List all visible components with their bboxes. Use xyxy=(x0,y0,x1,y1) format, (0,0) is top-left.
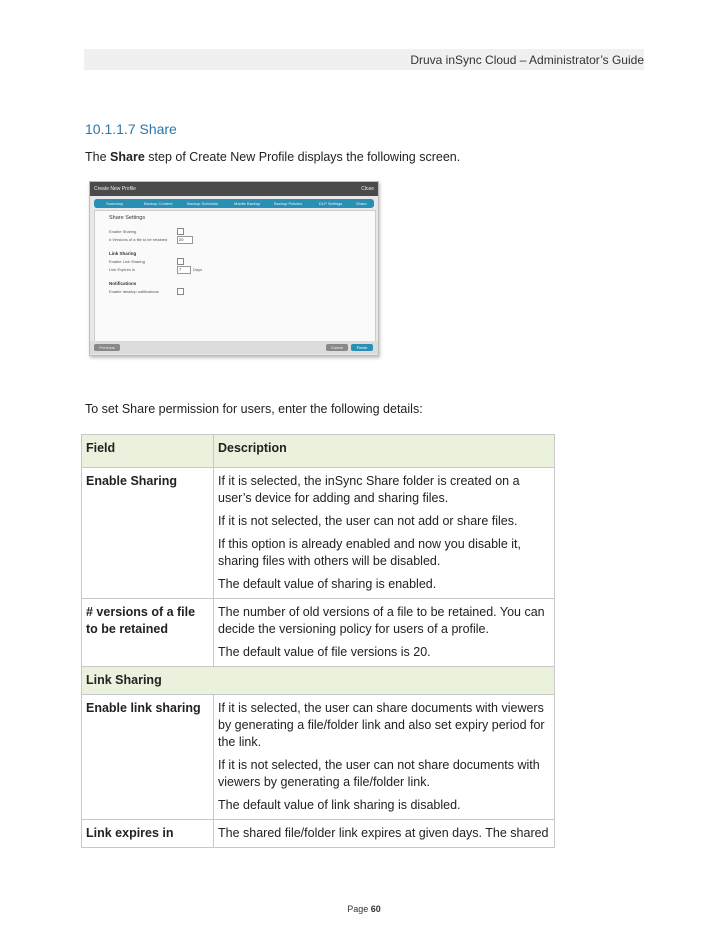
field-enable-link-sharing: Enable link sharing xyxy=(82,695,214,820)
link-sharing-heading: Link Sharing xyxy=(109,251,137,256)
cancel-button: Cancel xyxy=(326,344,348,351)
page-label: Page xyxy=(347,904,369,914)
screenshot-title: Create New Profile xyxy=(94,186,136,192)
desc-paragraph: The shared file/folder link expires at given days. The shared xyxy=(218,826,549,840)
screenshot-tabs xyxy=(94,199,374,208)
label-link-expires: Link Expires In xyxy=(109,267,136,272)
desc-paragraph: If it is selected, the user can share documents with viewers by generating a file/folder link and also set expiry period for the link. xyxy=(218,701,545,749)
desc-enable-sharing xyxy=(214,468,555,599)
checkbox-link-sharing xyxy=(177,258,184,265)
intro-suffix: step of Create New Profile displays the following screen. xyxy=(148,150,461,164)
page-number-value: 60 xyxy=(370,904,381,914)
intro-prefix: The xyxy=(85,150,107,164)
desc-paragraph: The number of old versions of a file to be retained. You can decide the versioning policy for users of a profile. xyxy=(218,605,545,636)
tab-backup-content: Backup Content xyxy=(144,201,173,206)
field-link-expires: Link expires in xyxy=(82,820,214,848)
label-desktop-notifications: Enable desktop notifications xyxy=(109,289,159,294)
desc-link-expires xyxy=(214,820,555,848)
checkbox-notifications xyxy=(177,288,184,295)
desc-versions xyxy=(214,599,555,667)
screenshot-close: Close xyxy=(361,186,374,192)
days-label: Days xyxy=(193,267,203,272)
instructions-text: To set Share permission for users, enter the following details: xyxy=(85,402,423,416)
label-enable-link-sharing: Enable Link Sharing xyxy=(109,259,145,264)
label-enable-sharing: Enable Sharing xyxy=(109,229,137,234)
tab-mobile-backup: Mobile Backup xyxy=(234,201,261,206)
desc-paragraph: The default value of file versions is 20. xyxy=(218,645,431,659)
tab-dlp-settings: DLP Settings xyxy=(319,201,343,206)
desc-paragraph: If it is not selected, the user can not add or share files. xyxy=(218,514,518,528)
screenshot-footer xyxy=(90,341,378,354)
section-title: 10.1.1.7 Share xyxy=(85,121,177,137)
intro-paragraph xyxy=(85,150,460,164)
versions-input: 20 xyxy=(177,236,193,244)
table-header-row xyxy=(82,435,555,468)
notifications-heading: Notifications xyxy=(109,281,137,286)
table-row xyxy=(82,695,555,820)
table-row xyxy=(82,820,555,848)
desc-paragraph: If it is not selected, the user can not share documents with viewers by generating a file/folder link. xyxy=(218,758,540,789)
header-description: Description xyxy=(214,435,555,468)
tab-backup-schedule: Backup Schedule xyxy=(187,201,219,206)
tab-backup-policies: Backup Policies xyxy=(274,201,303,206)
table-group-row xyxy=(82,667,555,695)
table-row xyxy=(82,599,555,667)
previous-button: Previous xyxy=(94,344,120,351)
label-versions: # Versions of a file to be retained xyxy=(109,237,168,242)
share-fields-table xyxy=(81,434,555,848)
tab-summary: Summary xyxy=(106,201,124,206)
desc-enable-link-sharing xyxy=(214,695,555,820)
screenshot-panel xyxy=(94,210,376,342)
field-versions: # versions of a file to be retained xyxy=(82,599,214,667)
desc-paragraph: If it is selected, the inSync Share folder is created on a user’s device for adding and sharing files. xyxy=(218,474,520,505)
header-field: Field xyxy=(82,435,214,468)
intro-bold: Share xyxy=(110,150,145,164)
finish-button: Finish xyxy=(351,344,373,351)
running-header: Druva inSync Cloud – Administrator’s Guide xyxy=(410,53,644,67)
page-number xyxy=(0,904,728,914)
panel-title: Share Settings xyxy=(109,215,146,221)
create-profile-screenshot xyxy=(89,181,379,356)
group-link-sharing: Link Sharing xyxy=(82,667,555,695)
link-expires-input: 7 xyxy=(177,266,191,274)
screenshot-titlebar xyxy=(90,182,378,196)
desc-paragraph: If this option is already enabled and now you disable it, sharing files with others will be disabled. xyxy=(218,537,521,568)
field-enable-sharing: Enable Sharing xyxy=(82,468,214,599)
checkbox-enable-sharing xyxy=(177,228,184,235)
desc-paragraph: The default value of sharing is enabled. xyxy=(218,577,437,591)
table-row xyxy=(82,468,555,599)
tab-share: Share xyxy=(356,201,367,206)
desc-paragraph: The default value of link sharing is disabled. xyxy=(218,798,461,812)
